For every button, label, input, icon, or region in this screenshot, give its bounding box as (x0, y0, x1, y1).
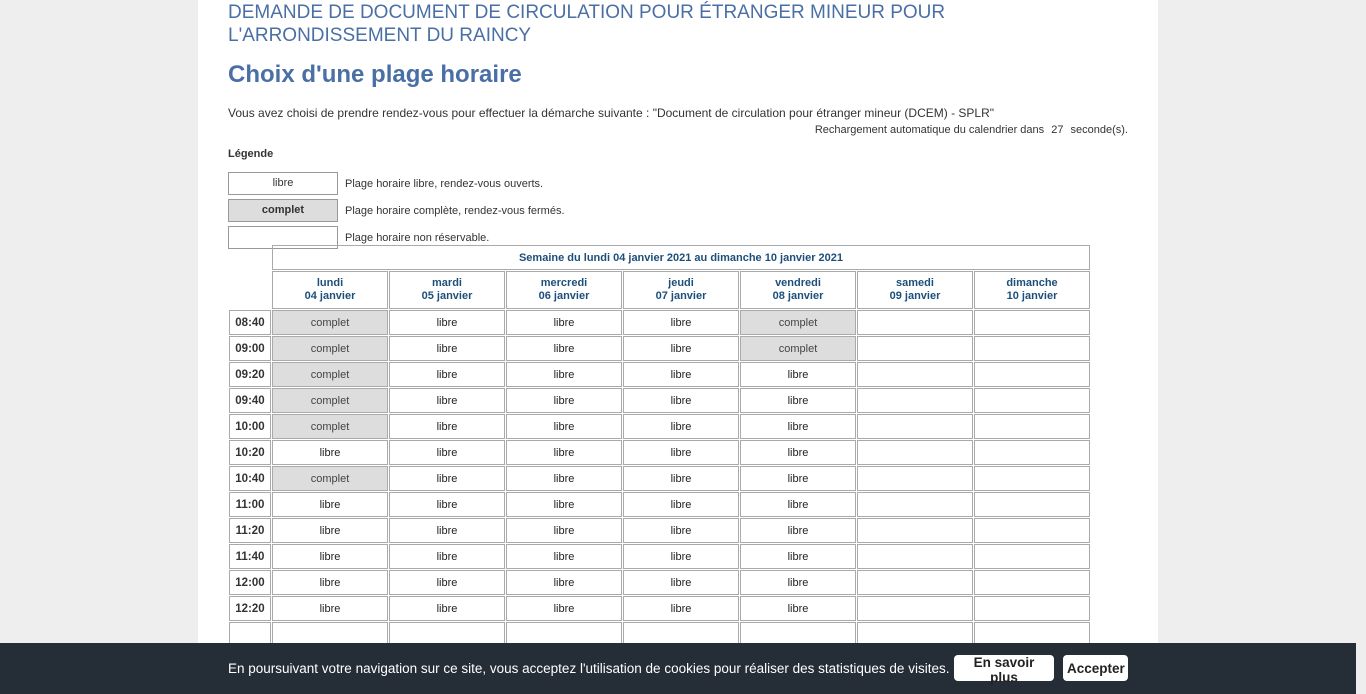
slot-free[interactable]: libre (506, 544, 622, 569)
slot-unavailable (974, 518, 1090, 543)
time-label: 09:20 (229, 362, 271, 387)
slot-unavailable (857, 440, 973, 465)
cookie-banner (0, 643, 1356, 694)
slot-free[interactable]: libre (389, 414, 505, 439)
time-label: 09:40 (229, 388, 271, 413)
calendar-body (229, 310, 1090, 647)
time-row (229, 518, 1090, 543)
slot-free[interactable]: libre (272, 518, 388, 543)
time-row (229, 492, 1090, 517)
day-header-mardi (389, 271, 505, 309)
page-title: Choix d'une plage horaire (228, 61, 522, 88)
slot-unavailable (974, 440, 1090, 465)
day-header-jeudi (623, 271, 739, 309)
slot-unavailable (857, 466, 973, 491)
slot-full: complet (272, 310, 388, 335)
slot-unavailable (974, 596, 1090, 621)
learn-more-button[interactable]: En savoir plus (954, 655, 1054, 681)
slot-full: complet (272, 336, 388, 361)
slot-unavailable (857, 596, 973, 621)
day-date: 06 janvier (538, 290, 590, 302)
slot-unavailable (857, 518, 973, 543)
slot-free[interactable]: libre (740, 570, 856, 595)
day-name: mercredi (540, 277, 588, 289)
slot-unavailable (974, 414, 1090, 439)
time-label: 10:40 (229, 466, 271, 491)
slot-free[interactable]: libre (389, 466, 505, 491)
day-date: 05 janvier (421, 290, 473, 302)
slot-free[interactable]: libre (740, 440, 856, 465)
slot-free[interactable]: libre (389, 570, 505, 595)
day-header-lundi (272, 271, 388, 309)
slot-unavailable (974, 310, 1090, 335)
slot-unavailable (974, 492, 1090, 517)
time-label: 10:20 (229, 440, 271, 465)
slot-free[interactable]: libre (740, 596, 856, 621)
slot-free[interactable]: libre (389, 518, 505, 543)
day-date: 10 janvier (1006, 290, 1058, 302)
slot-free[interactable]: libre (506, 362, 622, 387)
day-name: vendredi (775, 277, 821, 289)
time-row (229, 440, 1090, 465)
intro-text: Vous avez choisi de prendre rendez-vous pour effectuer la démarche suivante : "Document de circulation pour étranger mineur (DCEM) - SPLR" (228, 106, 995, 120)
slot-unavailable (857, 492, 973, 517)
day-header-samedi (857, 271, 973, 309)
slot-free[interactable]: libre (272, 596, 388, 621)
slot-free[interactable]: libre (623, 596, 739, 621)
slot-free[interactable]: libre (623, 388, 739, 413)
slot-free[interactable]: libre (740, 492, 856, 517)
slot-free[interactable]: libre (623, 336, 739, 361)
slot-free[interactable]: libre (623, 414, 739, 439)
day-date: 07 janvier (655, 290, 707, 302)
slot-free[interactable]: libre (623, 518, 739, 543)
slot-unavailable (974, 388, 1090, 413)
slot-full: complet (272, 466, 388, 491)
time-label: 12:00 (229, 570, 271, 595)
slot-free[interactable]: libre (740, 518, 856, 543)
slot-unavailable (974, 544, 1090, 569)
slot-free[interactable]: libre (623, 310, 739, 335)
day-date: 09 janvier (889, 290, 941, 302)
time-row (229, 388, 1090, 413)
slot-unavailable (857, 336, 973, 361)
slot-free[interactable]: libre (623, 440, 739, 465)
slot-full: complet (272, 414, 388, 439)
slot-free[interactable]: libre (389, 596, 505, 621)
time-label: 10:00 (229, 414, 271, 439)
slot-full: complet (740, 310, 856, 335)
slot-free[interactable]: libre (623, 570, 739, 595)
day-name: mardi (432, 277, 462, 289)
slot-unavailable (974, 570, 1090, 595)
slot-free[interactable]: libre (506, 310, 622, 335)
time-row (229, 544, 1090, 569)
slot-free[interactable]: libre (506, 388, 622, 413)
day-date: 04 janvier (304, 290, 356, 302)
slot-free[interactable]: libre (389, 440, 505, 465)
reload-suffix: seconde(s). (1070, 124, 1128, 136)
slot-free[interactable]: libre (389, 544, 505, 569)
slot-full: complet (272, 362, 388, 387)
slot-unavailable (974, 362, 1090, 387)
slot-free[interactable]: libre (740, 544, 856, 569)
slot-free[interactable]: libre (740, 466, 856, 491)
slot-free[interactable]: libre (506, 518, 622, 543)
week-label: Semaine du lundi 04 janvier 2021 au dimanche 10 janvier 2021 (272, 245, 1090, 270)
slot-free[interactable]: libre (506, 466, 622, 491)
slot-unavailable (857, 388, 973, 413)
time-row (229, 466, 1090, 491)
slot-unavailable (974, 336, 1090, 361)
day-header-vendredi (740, 271, 856, 309)
day-name: samedi (896, 277, 934, 289)
slot-free[interactable]: libre (623, 492, 739, 517)
main-content (228, 0, 1128, 615)
time-label: 09:00 (229, 336, 271, 361)
reload-countdown: 27 (1051, 124, 1064, 136)
time-label: 12:20 (229, 596, 271, 621)
day-date: 08 janvier (772, 290, 824, 302)
slot-free[interactable]: libre (506, 336, 622, 361)
day-header-dimanche (974, 271, 1090, 309)
time-row (229, 362, 1090, 387)
cookie-text: En poursuivant votre navigation sur ce site, vous acceptez l'utilisation de cookies pour réaliser des statistiques de visites. (228, 661, 950, 676)
time-label: 08:40 (229, 310, 271, 335)
time-label: 11:40 (229, 544, 271, 569)
slot-free[interactable]: libre (740, 388, 856, 413)
slot-free[interactable]: libre (389, 362, 505, 387)
slot-free[interactable]: libre (272, 440, 388, 465)
slot-unavailable (857, 310, 973, 335)
slot-free[interactable]: libre (272, 492, 388, 517)
time-row (229, 336, 1090, 361)
reload-prefix: Rechargement automatique du calendrier dans (814, 124, 1045, 136)
legend-text-non-reservable: Plage horaire non réservable. (345, 231, 490, 244)
slot-free[interactable]: libre (506, 440, 622, 465)
slot-unavailable (857, 414, 973, 439)
slot-unavailable (857, 570, 973, 595)
legend-text-complet: Plage horaire complète, rendez-vous fermés. (345, 204, 565, 217)
day-header-mercredi (506, 271, 622, 309)
legend-swatch-complet: complet (228, 199, 338, 222)
accept-cookies-button[interactable]: Accepter (1063, 655, 1128, 681)
slot-free[interactable]: libre (389, 492, 505, 517)
slot-free[interactable]: libre (740, 414, 856, 439)
time-row (229, 414, 1090, 439)
time-row (229, 310, 1090, 335)
day-name: lundi (316, 277, 344, 289)
legend-title: Légende (228, 148, 274, 160)
time-label: 11:20 (229, 518, 271, 543)
legend-item-libre (228, 172, 1128, 195)
slot-full: complet (740, 336, 856, 361)
site-title: DEMANDE DE DOCUMENT DE CIRCULATION POUR ÉTRANGER MINEUR POUR L'ARRONDISSEMENT DU RAINCY (228, 2, 946, 46)
slot-free[interactable]: libre (506, 492, 622, 517)
slot-free[interactable]: libre (389, 310, 505, 335)
slot-free[interactable]: libre (506, 596, 622, 621)
slot-free[interactable]: libre (389, 336, 505, 361)
slot-free[interactable]: libre (623, 544, 739, 569)
slot-unavailable (974, 466, 1090, 491)
slot-free[interactable]: libre (272, 570, 388, 595)
day-name: dimanche (1006, 277, 1058, 289)
legend-item-complet (228, 199, 1128, 222)
slot-unavailable (857, 362, 973, 387)
time-row (229, 570, 1090, 595)
slot-free[interactable]: libre (272, 544, 388, 569)
slot-free[interactable]: libre (623, 362, 739, 387)
legend-swatch-libre: libre (228, 172, 338, 195)
calendar-table (228, 244, 1091, 648)
slot-free[interactable]: libre (740, 362, 856, 387)
day-header-row (229, 271, 1090, 309)
slot-free[interactable]: libre (506, 570, 622, 595)
corner-cell (229, 271, 271, 309)
legend (228, 172, 1128, 249)
day-name: jeudi (668, 277, 694, 289)
legend-text-libre: Plage horaire libre, rendez-vous ouverts. (345, 177, 544, 190)
slot-free[interactable]: libre (623, 466, 739, 491)
corner-cell (229, 245, 271, 270)
week-row (229, 245, 1090, 270)
slot-unavailable (857, 544, 973, 569)
time-row (229, 596, 1090, 621)
slot-free[interactable]: libre (506, 414, 622, 439)
time-label: 11:00 (229, 492, 271, 517)
reload-notice (228, 124, 1128, 137)
page-container (198, 0, 1158, 694)
slot-free[interactable]: libre (389, 388, 505, 413)
slot-full: complet (272, 388, 388, 413)
